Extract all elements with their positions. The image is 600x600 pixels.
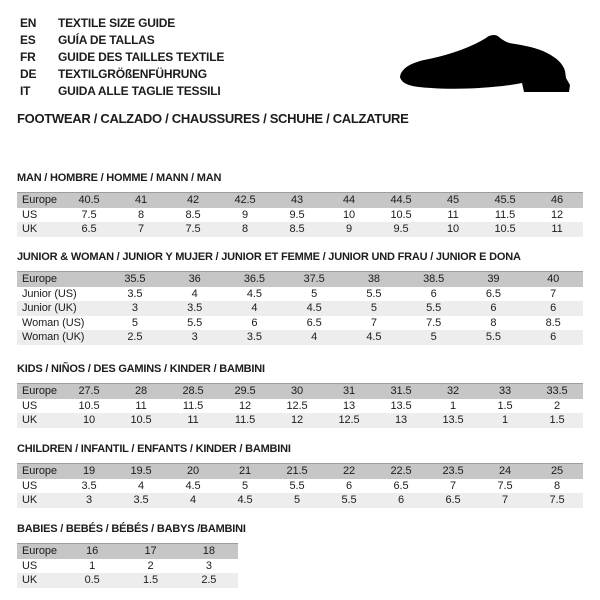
size-value: 10 <box>446 223 460 236</box>
size-value: 6 <box>251 316 258 329</box>
size-value: 10 <box>342 208 356 221</box>
size-value: 31 <box>323 384 375 399</box>
size-value: 7 <box>137 223 145 236</box>
row-label: UK <box>22 223 38 236</box>
size-value: 7 <box>501 494 509 507</box>
size-value: 8.5 <box>545 316 561 329</box>
size-value: 36.5 <box>225 272 285 287</box>
size-value: 4 <box>137 479 145 492</box>
row-label: Junior (UK) <box>22 302 77 315</box>
size-value: 4 <box>251 302 258 315</box>
size-value: 42 <box>167 193 219 208</box>
size-value: 5 <box>311 287 318 300</box>
size-value: 45 <box>427 193 479 208</box>
size-value: 6.5 <box>81 223 97 236</box>
language-label: GUIDA ALLE TAGLIE TESSILI <box>58 84 221 98</box>
size-value: 11 <box>447 208 459 221</box>
size-value: 4.5 <box>306 302 322 315</box>
size-value: 25 <box>531 464 583 479</box>
size-value: 9.5 <box>393 223 409 236</box>
size-table-man <box>17 192 583 237</box>
size-value: 6.5 <box>485 287 501 300</box>
size-value: 5.5 <box>341 494 357 507</box>
table-title: KIDS / NIÑOS / DES GAMINS / KINDER / BAMBINI <box>17 363 265 375</box>
size-value: 2.5 <box>127 331 143 344</box>
size-table-row <box>17 330 583 345</box>
language-code: DE <box>20 67 37 81</box>
size-value: 4 <box>189 494 197 507</box>
size-value: 12.5 <box>338 414 360 427</box>
size-value: 5 <box>370 302 377 315</box>
row-label: Europe <box>17 464 63 479</box>
section-children <box>17 443 583 508</box>
size-table-row <box>17 413 583 428</box>
size-value: 40 <box>523 272 583 287</box>
language-code: IT <box>20 84 31 98</box>
language-label: TEXTILGRÖßENFÜHRUNG <box>58 67 207 81</box>
size-value: 10.5 <box>78 399 100 412</box>
size-value: 9 <box>345 223 353 236</box>
size-value: 18 <box>180 544 238 559</box>
size-table-row <box>17 493 583 508</box>
size-value: 7.5 <box>426 316 442 329</box>
size-value: 1.5 <box>142 574 158 587</box>
language-label: TEXTILE SIZE GUIDE <box>58 16 176 30</box>
size-value: 44.5 <box>375 193 427 208</box>
language-row <box>20 49 224 66</box>
size-value: 1 <box>449 399 457 412</box>
size-table-header-row <box>17 464 583 479</box>
row-label: US <box>22 559 38 572</box>
size-value: 2.5 <box>201 574 217 587</box>
row-label: UK <box>22 574 38 587</box>
size-table-babies <box>17 543 238 588</box>
size-value: 23.5 <box>427 464 479 479</box>
size-value: 6 <box>550 331 557 344</box>
size-value: 4.5 <box>366 331 382 344</box>
size-table-header-row <box>17 193 583 208</box>
category-title: FOOTWEAR / CALZADO / CHAUSSURES / SCHUHE / CALZATURE <box>17 111 409 126</box>
size-value: 5.5 <box>485 331 501 344</box>
language-row <box>20 66 224 83</box>
size-value: 6.5 <box>445 494 461 507</box>
size-value: 2 <box>553 399 561 412</box>
size-value: 3.5 <box>81 479 97 492</box>
size-value: 5.5 <box>289 479 305 492</box>
size-value: 19 <box>63 464 115 479</box>
size-value: 13.5 <box>390 399 412 412</box>
size-value: 5.5 <box>426 302 442 315</box>
size-value: 21 <box>219 464 271 479</box>
size-value: 20 <box>167 464 219 479</box>
size-value: 3 <box>131 302 138 315</box>
row-label: Europe <box>17 384 63 399</box>
size-value: 38 <box>344 272 404 287</box>
language-list <box>20 15 224 100</box>
row-label: UK <box>22 414 38 427</box>
table-title: JUNIOR & WOMAN / JUNIOR Y MUJER / JUNIOR ET FEMME / JUNIOR UND FRAU / JUNIOR E DONA <box>17 251 521 263</box>
size-value: 9 <box>241 208 249 221</box>
size-value: 45.5 <box>479 193 531 208</box>
size-value: 5 <box>430 331 437 344</box>
size-value: 5.5 <box>366 287 382 300</box>
size-value: 17 <box>121 544 179 559</box>
size-value: 33 <box>479 384 531 399</box>
size-value: 9.5 <box>289 208 305 221</box>
size-value: 8.5 <box>289 223 305 236</box>
language-label: GUÍA DE TALLAS <box>58 33 155 47</box>
size-table-row <box>17 559 238 574</box>
language-code: EN <box>20 16 37 30</box>
size-value: 10.5 <box>130 414 152 427</box>
size-value: 33.5 <box>531 384 583 399</box>
table-title: CHILDREN / INFANTIL / ENFANTS / KINDER / BAMBINI <box>17 443 291 455</box>
row-label: Woman (US) <box>22 316 85 329</box>
size-value: 3 <box>85 494 93 507</box>
size-value: 22.5 <box>375 464 427 479</box>
size-value: 29.5 <box>219 384 271 399</box>
dress-shoe-icon <box>397 33 575 95</box>
size-value: 35.5 <box>105 272 165 287</box>
size-table-kids <box>17 383 583 428</box>
size-value: 6 <box>397 494 405 507</box>
size-value: 8 <box>490 316 497 329</box>
size-table-header-row <box>17 272 583 287</box>
size-value: 39 <box>464 272 524 287</box>
row-label: US <box>22 479 38 492</box>
size-table-row <box>17 479 583 494</box>
size-value: 6 <box>345 479 353 492</box>
size-value: 36 <box>165 272 225 287</box>
size-value: 28.5 <box>167 384 219 399</box>
size-value: 4 <box>191 287 198 300</box>
row-label: Junior (US) <box>22 287 77 300</box>
size-value: 1.5 <box>497 399 513 412</box>
section-junior-woman <box>17 251 583 345</box>
row-label: US <box>22 399 38 412</box>
size-value: 3.5 <box>187 302 203 315</box>
size-value: 11 <box>551 223 563 236</box>
table-title: MAN / HOMBRE / HOMME / MANN / MAN <box>17 172 222 184</box>
size-value: 3.5 <box>127 287 143 300</box>
size-table-children <box>17 463 583 508</box>
size-value: 3 <box>205 559 212 572</box>
size-table-row <box>17 301 583 316</box>
size-value: 8 <box>137 208 145 221</box>
size-value: 5 <box>131 316 138 329</box>
row-label: UK <box>22 494 38 507</box>
section-man <box>17 172 583 237</box>
size-value: 11.5 <box>494 208 516 221</box>
size-value: 6 <box>550 302 557 315</box>
size-value: 30 <box>271 384 323 399</box>
size-value: 7 <box>370 316 377 329</box>
size-value: 24 <box>479 464 531 479</box>
size-value: 32 <box>427 384 479 399</box>
language-label: GUIDE DES TAILLES TEXTILE <box>58 50 225 64</box>
size-value: 42.5 <box>219 193 271 208</box>
size-value: 4.5 <box>237 494 253 507</box>
size-value: 41 <box>115 193 167 208</box>
size-value: 1.5 <box>549 414 565 427</box>
size-value: 7.5 <box>185 223 201 236</box>
size-table-row <box>17 287 583 302</box>
size-table-header-row <box>17 544 238 559</box>
size-value: 46 <box>531 193 583 208</box>
language-code: ES <box>20 33 36 47</box>
size-value: 13 <box>342 399 356 412</box>
size-value: 6 <box>430 287 437 300</box>
size-value: 12.5 <box>286 399 308 412</box>
language-code: FR <box>20 50 36 64</box>
size-table-row <box>17 222 583 237</box>
size-value: 4 <box>311 331 318 344</box>
size-value: 11 <box>135 399 147 412</box>
size-value: 10.5 <box>494 223 516 236</box>
size-table-header-row <box>17 384 583 399</box>
size-value: 5 <box>293 494 301 507</box>
size-value: 40.5 <box>63 193 115 208</box>
size-value: 13 <box>394 414 408 427</box>
size-value: 38.5 <box>404 272 464 287</box>
size-value: 43 <box>271 193 323 208</box>
row-label: Europe <box>17 544 63 559</box>
size-value: 7.5 <box>81 208 97 221</box>
size-value: 12 <box>238 399 252 412</box>
size-value: 7 <box>449 479 457 492</box>
size-value: 7 <box>550 287 557 300</box>
size-value: 6.5 <box>306 316 322 329</box>
size-value: 3.5 <box>246 331 262 344</box>
size-value: 5.5 <box>187 316 203 329</box>
size-value: 8 <box>553 479 561 492</box>
size-value: 5 <box>241 479 249 492</box>
size-value: 4.5 <box>246 287 262 300</box>
size-value: 1 <box>89 559 96 572</box>
size-value: 13.5 <box>442 414 464 427</box>
language-row <box>20 32 224 49</box>
size-table-row <box>17 208 583 223</box>
size-value: 31.5 <box>375 384 427 399</box>
size-value: 6.5 <box>393 479 409 492</box>
size-value: 44 <box>323 193 375 208</box>
size-value: 21.5 <box>271 464 323 479</box>
size-value: 11.5 <box>182 399 204 412</box>
row-label: Woman (UK) <box>22 331 85 344</box>
language-row <box>20 83 224 100</box>
size-value: 0.5 <box>84 574 100 587</box>
size-value: 12 <box>550 208 564 221</box>
size-value: 12 <box>290 414 304 427</box>
size-value: 10 <box>82 414 96 427</box>
size-value: 2 <box>147 559 154 572</box>
size-value: 1 <box>501 414 509 427</box>
row-label: Europe <box>17 272 105 287</box>
size-value: 16 <box>63 544 121 559</box>
size-value: 11 <box>187 414 199 427</box>
size-table-row <box>17 399 583 414</box>
section-babies <box>17 523 246 588</box>
size-value: 7.5 <box>497 479 513 492</box>
size-value: 28 <box>115 384 167 399</box>
table-title: BABIES / BEBÉS / BÉBÉS / BABYS /BAMBINI <box>17 523 246 535</box>
size-value: 6 <box>490 302 497 315</box>
section-kids <box>17 363 583 428</box>
size-value: 11.5 <box>234 414 256 427</box>
size-value: 7.5 <box>549 494 565 507</box>
language-row <box>20 15 224 32</box>
size-value: 10.5 <box>390 208 412 221</box>
size-value: 37.5 <box>284 272 344 287</box>
size-value: 3 <box>191 331 198 344</box>
size-value: 4.5 <box>185 479 201 492</box>
size-value: 22 <box>323 464 375 479</box>
size-table-row <box>17 316 583 331</box>
size-table-junior-woman <box>17 271 583 345</box>
size-value: 3.5 <box>133 494 149 507</box>
size-value: 19.5 <box>115 464 167 479</box>
size-value: 8.5 <box>185 208 201 221</box>
size-value: 8 <box>241 223 249 236</box>
row-label: Europe <box>17 193 63 208</box>
size-value: 27.5 <box>63 384 115 399</box>
row-label: US <box>22 208 38 221</box>
size-table-row <box>17 573 238 588</box>
